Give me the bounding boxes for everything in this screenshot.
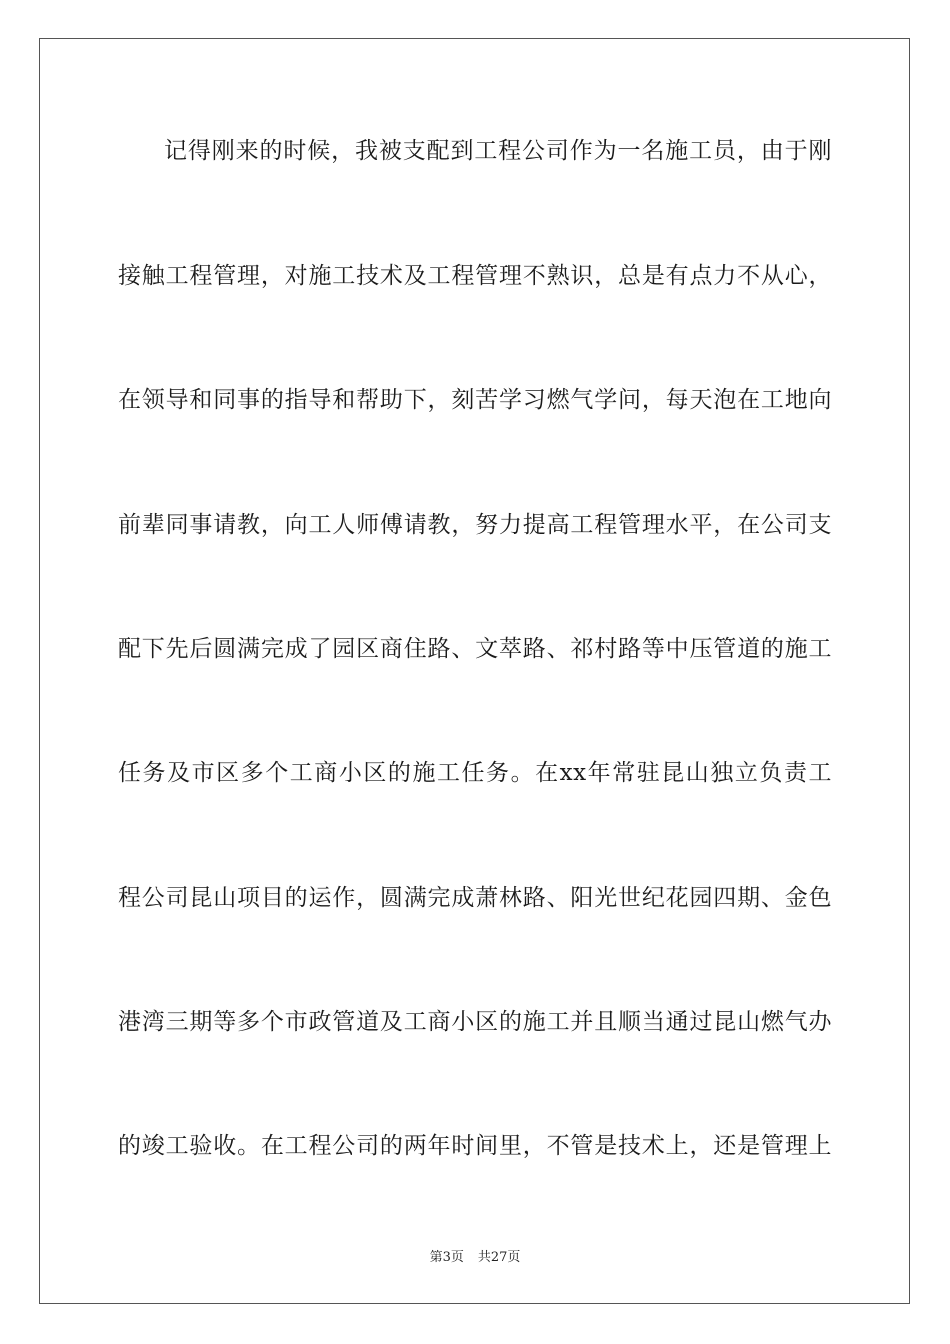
paragraph-line: 的竣工验收。在工程公司的两年时间里，不管是技术上，还是管理上 <box>118 1133 832 1159</box>
paragraph-line: 在领导和同事的指导和帮助下，刻苦学习燃气学问，每天泡在工地向 <box>118 387 832 413</box>
paragraph-line: 前辈同事请教，向工人师傅请教，努力提高工程管理水平，在公司支 <box>118 512 832 538</box>
page-footer <box>0 1250 950 1266</box>
page-number: 第3页 <box>429 1250 464 1265</box>
paragraph-line: 任务及市区多个工商小区的施工任务。在xx年常驻昆山独立负责工 <box>118 760 832 786</box>
paragraph-line: 接触工程管理，对施工技术及工程管理不熟识，总是有点力不从心， <box>118 263 832 289</box>
paragraph-line: 配下先后圆满完成了园区商住路、文萃路、祁村路等中压管道的施工 <box>118 636 832 662</box>
page-total: 共27页 <box>477 1250 521 1265</box>
paragraph-line: 港湾三期等多个市政管道及工商小区的施工并且顺当通过昆山燃气办 <box>118 1009 832 1035</box>
paragraph-line: 程公司昆山项目的运作，圆满完成萧林路、阳光世纪花园四期、金色 <box>118 885 832 911</box>
paragraph-line: 记得刚来的时候，我被支配到工程公司作为一名施工员，由于刚 <box>164 138 832 164</box>
page-border <box>39 38 910 1304</box>
